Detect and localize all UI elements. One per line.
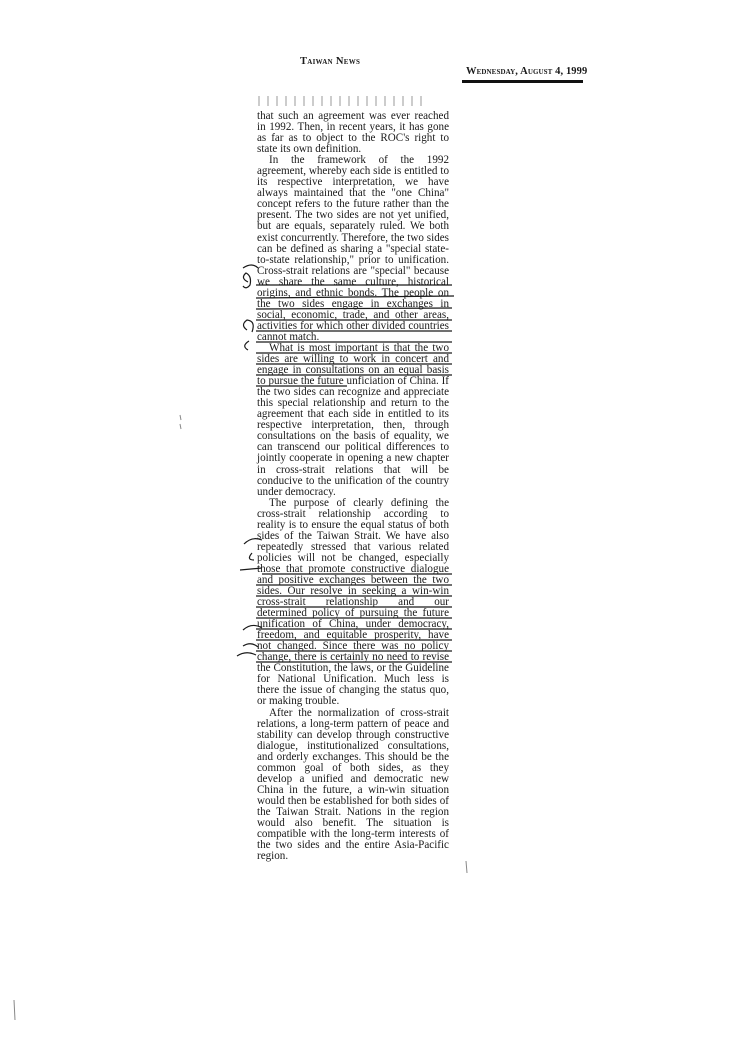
bracket-mark [243, 265, 258, 268]
paragraph-5: After the normalization of cross-strait relations, a long-term pattern of peace and stability can develop through constructive dialogue, institutionalized consultations, and orderly exchanges. This should be the common goal of both sides, as they develop a unified and democratic new China in the future, a win-win situation would then be established for both sides of the Taiwan Strait. Nations in the region would also benefit. The situation is compatible with the long-term interests of the two sides and the entire Asia-Pacific region. [257, 706, 449, 863]
header-rule [462, 80, 583, 83]
scan-speckle [258, 96, 428, 106]
bracket-mark [237, 653, 256, 656]
scan-artifact [466, 861, 467, 873]
bracket-mark [243, 273, 251, 288]
article-column [257, 111, 449, 862]
circle-mark [244, 320, 254, 332]
circle-mark [245, 341, 249, 350]
paragraph-3: What is most important is that the two sides are willing to work in concert and engage in consultations on an equal basis to pursue the future unficiation of China. If the two sides can recognize and appreciate this special relationship and return to the agreement that each side in entitled to its respective interpretation, then, through consultations on the basis of equality, we can transcend our political differences to jointly cooperate in opening a new chapter in cross-strait relations that will be conducive to the unification of the country under democracy. [257, 341, 449, 498]
bracket-mark [249, 553, 254, 560]
publication-date: Wednesday, August 4, 1999 [466, 66, 588, 77]
publication-name: Taiwan News [300, 56, 361, 67]
paragraph-4: The purpose of clearly defining the cross-strait relationship according to reality is to ensure the equal status of both sides of the Taiwan Strait. We have also repeatedly stressed that various related policies will not be changed, especially those that promote constructive dialogue and positive exchanges between the two sides. Our resolve in seeking a win-win cross-strait relationship and our determined policy of pursuing the future unification of China, under democracy, freedom, and equitable prosperity, have not changed. Since there was no policy change, there is certainly no need to revise the Constitution, the laws, or the Guideline for National Unification. Much less is there the issue of changing the status quo, or making trouble. [257, 496, 449, 708]
paragraph-2: In the framework of the 1992 agreement, whereby each side is entitled to its respective interpretation, we have always maintained that the "one China" concept refers to the future rather than the present. The two sides are not yet unified, but are equals, separately ruled. We both exist concurrently. Therefore, the two sides can be defined as sharing a "special state-to-state relationship," prior to unification. Cross-strait relations are "special" because we share the same culture, historical origins, and ethnic bonds. The people on the two sides engage in exchanges in social, economic, trade, and other areas, activities for which other divided countries cannot match. [257, 154, 449, 343]
scan-artifact [180, 415, 181, 429]
scan-artifact [14, 1000, 15, 1020]
bracket-mark [243, 644, 258, 647]
paragraph-1: that such an agreement was ever reached in 1992. Then, in recent years, it has gone as far as to object to the ROC's right to state its own definition. [257, 110, 449, 156]
